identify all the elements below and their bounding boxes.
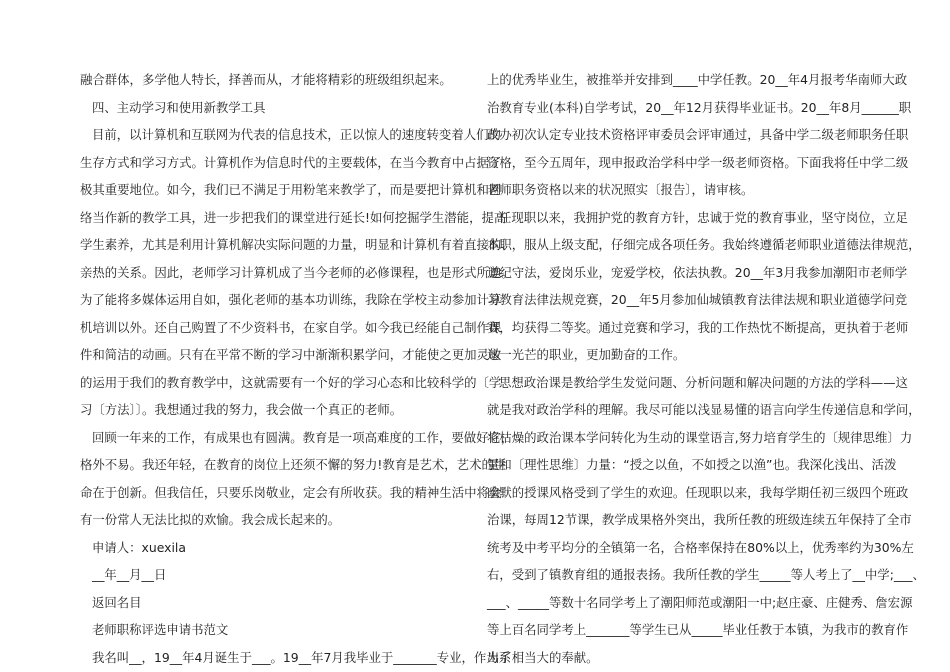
text-line: 融合群体，多学他人特长，择善而从，才能将精彩的班级组织起来。 (80, 72, 452, 87)
text-line: 出了相当大的奉献。 (487, 649, 599, 665)
text-line: 四、主动学习和使用新教学工具 (92, 99, 266, 115)
text-line: 回顾一年来的工作，有成果也有圆满。教育是一项高难度的工作，要做好它， (92, 429, 514, 445)
text-line: 我名叫__，19__年4月诞生于___。19__年7月我毕业于_______专业，作为系 (92, 649, 512, 665)
text-line: 生存方式和学习方式。计算机作为信息时代的主要载体，在当今教育中占据了 (80, 154, 502, 170)
text-line: 件和简洁的动画。只有在平常不断的学习中渐渐积累学问，才能使之更加灵敏 (80, 347, 502, 362)
text-line: 遵纪守法，爱岗乐业，宠爱学校，依法执教。20__年3月我参加潮阳市老师学 (487, 264, 908, 280)
text-line: 络当作新的教学工具，进一步把我们的课堂进行延长!如何挖掘学生潜能，提高 (80, 209, 507, 225)
text-line: 为了能将多媒体运用自如，强化老师的基本功训练，我除在学校主动参加计算 (80, 292, 502, 307)
text-line: 改办初次认定专业技术资格评审委员会评审通过，具备中学二级老师职务任职 (487, 127, 909, 142)
text-line: 格外不易。我还年轻，在教育的岗位上还须不懈的努力!教育是艺术，艺术的生 (80, 457, 507, 472)
text-line: 思想政治课是教给学生发觉问题、分析问题和解决问题的方法的学科——这 (499, 374, 908, 390)
left-column (80, 66, 514, 671)
text-line: 习教育法律法规竞赛，20__年5月参加仙城镇教育法律法规和职业道德学问竞 (487, 292, 908, 307)
text-line: 的运用于我们的教育教学中，这就需要有一个好的学习心态和比较科学的〔学 (80, 374, 502, 390)
text-line: 资格，至今五周年，现申报政治学科中学一级老师资格。下面我将任中学二级 (487, 154, 909, 170)
text-line: 将枯燥的政治课本学问转化为生动的课堂语言,努力培育学生的〔规律思维〕力 (487, 429, 913, 445)
text-line: 这一光芒的职业，更加勤奋的工作。 (487, 347, 686, 362)
right-column (487, 66, 925, 671)
text-line: 等上百名同学考上_______等学生已从_____毕业任教于本镇，为我市的教育作 (487, 622, 909, 637)
text-line: 申请人：xuexila (92, 539, 186, 555)
text-line: __年__月__日 (92, 567, 167, 582)
text-line: 返回名目 (92, 594, 142, 610)
text-line: 量和〔理性思维〕力量：“授之以鱼，不如授之以渔”也。我深化浅出、活泼 (487, 457, 897, 472)
text-line: 任现职以来，我拥护党的教育方针，忠诚于党的教育事业，坚守岗位，立足 (499, 209, 908, 225)
text-line: 统考及中考平均分的全镇第一名，合格率保持在80%以上，优秀率约为30%左 (487, 539, 914, 555)
text-line: ___、_____等数十名同学考上了潮阳师范或潮阳一中;赵庄豪、庄健秀、詹宏源 (487, 594, 913, 610)
text-line: 本职，服从上级支配，仔细完成各项任务。我始终遵循老师职业道德法律规范， (487, 237, 921, 252)
text-line: 上的优秀毕业生，被推举并安排到____中学任教。20__年4月报考华南师大政 (487, 72, 908, 87)
text-line: 治课，每周12节课，教学成果格外突出，我所任教的班级连续五年保持了全市 (487, 512, 912, 527)
text-line: 极其重要地位。如今，我们已不满足于用粉笔来教学了，而是要把计算机和网 (80, 182, 502, 197)
text-line: 亲热的关系。因此，老师学习计算机成了当今老师的必修课程，也是形式所迫。 (80, 264, 514, 280)
text-line: 就是我对政治学科的理解。我尽可能以浅显易懂的语言向学生传递信息和学问， (487, 402, 921, 417)
text-line: 老师职称评选申请书范文 (92, 622, 229, 637)
text-line: 命在于创新。但我信任，只要乐岗敬业，定会有所收获。我的精神生活中将会 (80, 484, 502, 500)
text-line: 学生素养，尤其是利用计算机解决实际问题的力量，明显和计算机有着直接的、 (80, 237, 514, 252)
text-line: 老师职务资格以来的状况照实〔报告〕，请审核。 (487, 182, 754, 197)
text-line: 有一份常人无法比拟的欢愉。我会成长起来的。 (80, 512, 341, 527)
text-line: 幽默的授课风格受到了学生的欢迎。任现职以来，我每学期任初三级四个班政 (487, 484, 909, 500)
text-line: 目前，以计算机和互联网为代表的信息技术，正以惊人的速度转变着人们的 (92, 127, 501, 142)
text-line: 赛，均获得二等奖。通过竞赛和学习，我的工作热忱不断提高，更执着于老师 (487, 319, 909, 335)
text-line: 习〔方法〕〕。我想通过我的努力，我会做一个真正的老师。 (80, 402, 403, 417)
text-line: 治教育专业(本科)自学考试，20__年12月获得毕业证书。20__年8月______职 (487, 99, 912, 115)
text-line: 右，受到了镇教育组的通报表扬。我所任教的学生_____等人考上了__中学;___、 (487, 567, 925, 582)
text-line: 机培训以外。还自己购置了不少资料书，在家自学。如今我已经能自己制作课 (80, 319, 502, 335)
